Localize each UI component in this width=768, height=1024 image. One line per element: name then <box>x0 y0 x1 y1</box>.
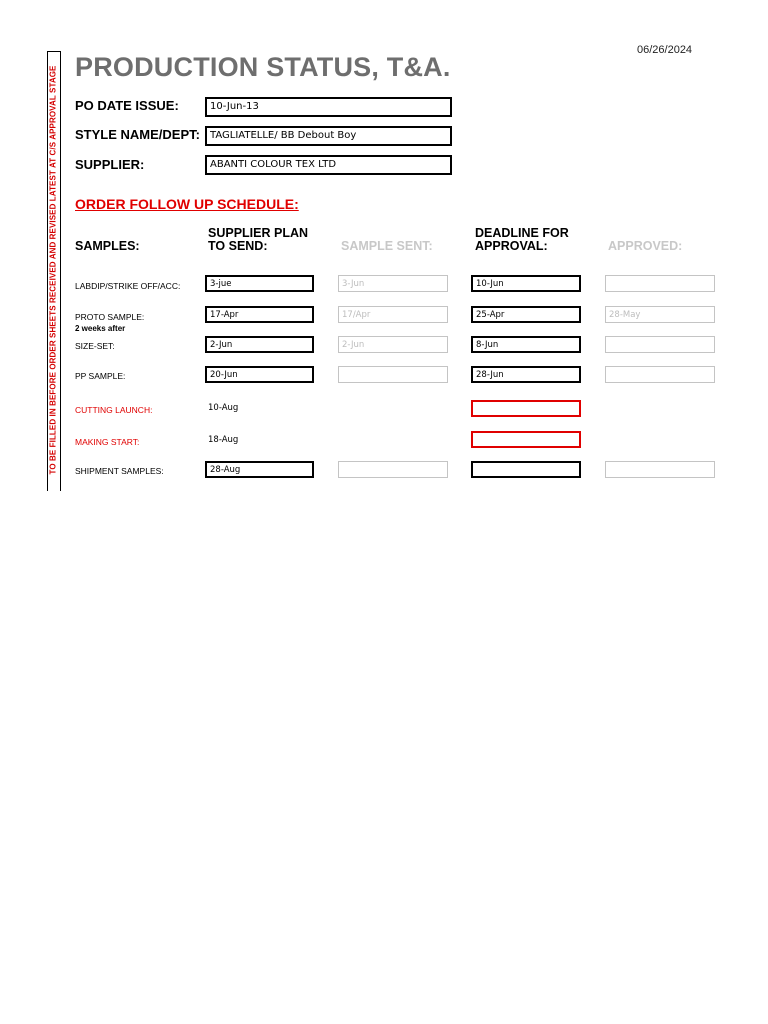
sizeset-deadline-cell[interactable]: 8-Jun <box>471 336 581 353</box>
shipment-row-label: SHIPMENT SAMPLES: <box>75 466 164 476</box>
shipment-deadline-cell[interactable] <box>471 461 581 478</box>
supplier-field[interactable]: ABANTI COLOUR TEX LTD <box>205 155 452 175</box>
labdip-approved-cell[interactable] <box>605 275 715 292</box>
pp-approved-cell[interactable] <box>605 366 715 383</box>
making-row-label: MAKING START: <box>75 437 140 447</box>
proto-deadline-cell[interactable]: 25-Apr <box>471 306 581 323</box>
style-name-field[interactable]: TAGLIATELLE/ BB Debout Boy <box>205 126 452 146</box>
side-note-text: TO BE FILLED IN BEFORE ORDER SHEETS RECEIVED AND REVISED LATEST AT C/S APPROVAL STAGE <box>48 65 58 475</box>
po-date-label: PO DATE ISSUE: <box>75 98 179 113</box>
supplier-plan-header-line2: TO SEND: <box>208 239 268 253</box>
shipment-sent-cell[interactable] <box>338 461 448 478</box>
proto-approved-cell[interactable]: 28-May <box>605 306 715 323</box>
deadline-column-header <box>475 227 569 253</box>
section-title: ORDER FOLLOW UP SCHEDULE: <box>75 196 299 212</box>
pp-plan-cell[interactable]: 20-Jun <box>205 366 314 383</box>
labdip-plan-cell[interactable]: 3-jue <box>205 275 314 292</box>
proto-sent-cell[interactable]: 17/Apr <box>338 306 448 323</box>
sample-sent-column-header: SAMPLE SENT: <box>341 239 433 253</box>
sizeset-row-label: SIZE-SET: <box>75 341 115 351</box>
labdip-deadline-cell[interactable]: 10-Jun <box>471 275 581 292</box>
deadline-header-line1: DEADLINE FOR <box>475 226 569 240</box>
samples-column-header: SAMPLES: <box>75 239 140 253</box>
print-date: 06/26/2024 <box>637 44 693 56</box>
page-title: PRODUCTION STATUS, T&A. <box>75 52 451 82</box>
making-deadline-cell[interactable] <box>471 431 581 448</box>
approved-column-header: APPROVED: <box>608 239 683 253</box>
pp-deadline-cell[interactable]: 28-Jun <box>471 366 581 383</box>
po-date-field[interactable]: 10-Jun-13 <box>205 97 452 117</box>
pp-sent-cell[interactable] <box>338 366 448 383</box>
deadline-header-line2: APPROVAL: <box>475 239 548 253</box>
cutting-row-label: CUTTING LAUNCH: <box>75 405 153 415</box>
supplier-label: SUPPLIER: <box>75 157 145 172</box>
shipment-plan-cell[interactable]: 28-Aug <box>205 461 314 478</box>
supplier-plan-column-header <box>208 227 308 253</box>
sizeset-plan-cell[interactable]: 2-Jun <box>205 336 314 353</box>
style-name-label: STYLE NAME/DEPT: <box>75 127 200 142</box>
proto-plan-cell[interactable]: 17-Apr <box>205 306 314 323</box>
sizeset-approved-cell[interactable] <box>605 336 715 353</box>
cutting-deadline-cell[interactable] <box>471 400 581 417</box>
labdip-sent-cell[interactable]: 3-Jun <box>338 275 448 292</box>
proto-note: 2 weeks after <box>75 324 126 333</box>
supplier-plan-header-line1: SUPPLIER PLAN <box>208 226 309 240</box>
cutting-plan-cell: 10-Aug <box>208 403 239 413</box>
labdip-row-label: LABDIP/STRIKE OFF/ACC: <box>75 281 181 291</box>
shipment-approved-cell[interactable] <box>605 461 715 478</box>
sizeset-sent-cell[interactable]: 2-Jun <box>338 336 448 353</box>
proto-row-label: PROTO SAMPLE: <box>75 312 145 322</box>
pp-row-label: PP SAMPLE: <box>75 371 126 381</box>
making-plan-cell: 18-Aug <box>208 435 239 445</box>
